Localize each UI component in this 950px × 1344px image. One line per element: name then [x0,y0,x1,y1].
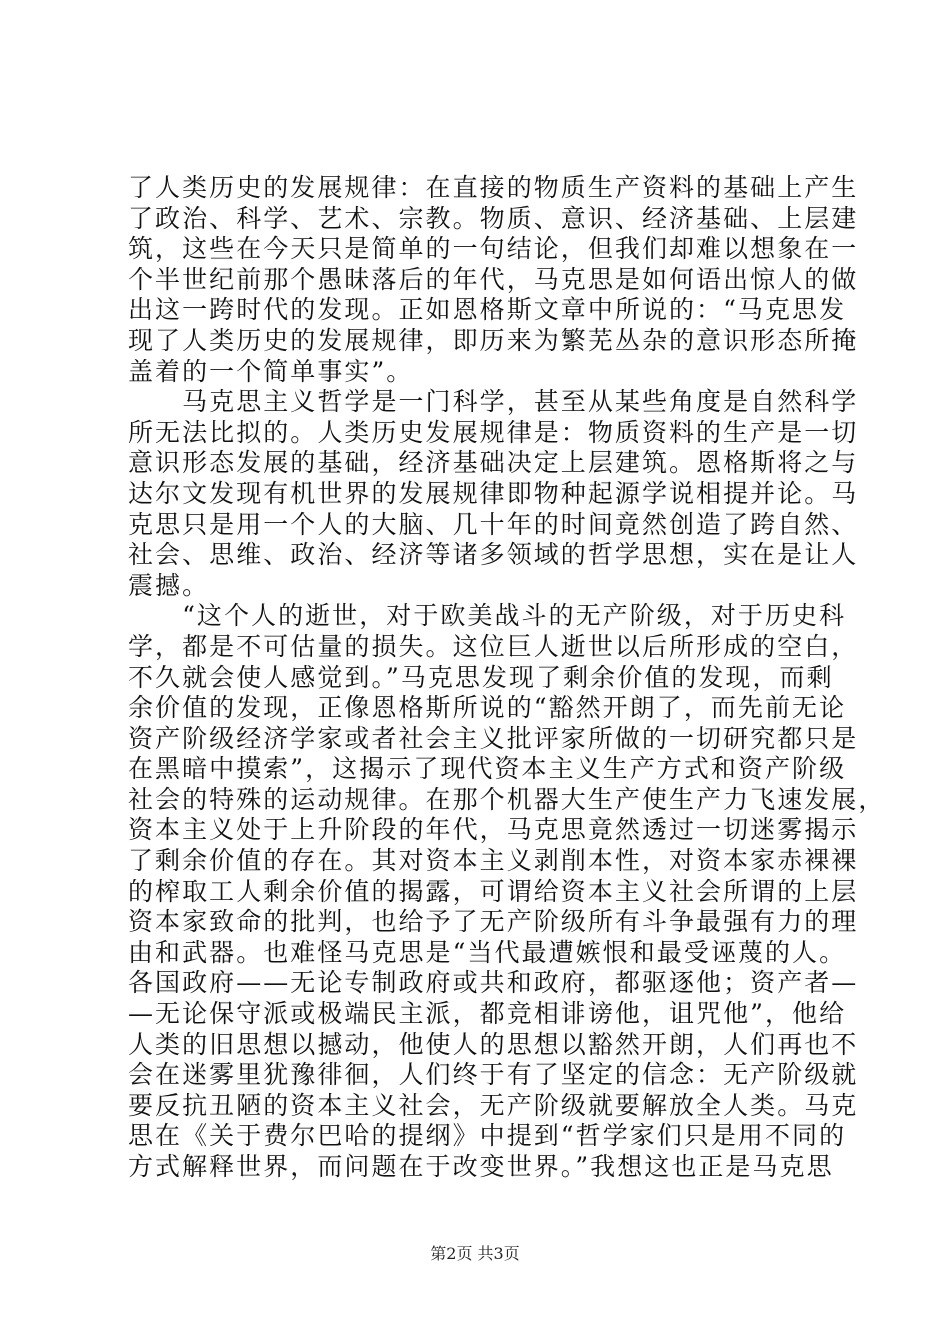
text-line: 会在迷雾里犹豫徘徊，人们终于有了坚定的信念：无产阶级就 [128,1060,859,1090]
text-line: 个半世纪前那个愚昧落后的年代，马克思是如何语出惊人的做 [128,264,859,294]
text-line: 余价值的发现，正像恩格斯所说的“豁然开朗了，而先前无论 [128,693,847,723]
body-text [128,173,886,1183]
text-line: “这个人的逝世，对于欧美战斗的无产阶级，对于历史科 [128,601,847,631]
text-line: 资产阶级经济学家或者社会主义批评家所做的一切研究都只是 [128,723,859,753]
text-line: 盖着的一个简单事实”。 [128,356,414,386]
text-line: 由和武器。也难怪马克思是“当代最遭嫉恨和最受诬蔑的人。 [128,937,847,967]
text-line: 各国政府——无论专制政府或共和政府，都驱逐他；资产者— [128,968,859,998]
text-line: 在黑暗中摸索”，这揭示了现代资本主义生产方式和资产阶级 [128,754,847,784]
text-line: 学，都是不可估量的损失。这位巨人逝世以后所形成的空白， [128,631,859,661]
text-line: 的榨取工人剩余价值的揭露，可谓给资本主义社会所谓的上层 [128,876,859,906]
text-line: 社会的特殊的运动规律。在那个机器大生产使生产力飞速发展， [128,784,886,814]
text-line: 方式解释世界，而问题在于改变世界。”我想这也正是马克思 [128,1152,834,1181]
page-number-footer: 第2页 共3页 [430,1244,520,1263]
text-line: 社会、思维、政治、经济等诸多领域的哲学思想，实在是让人 [128,540,859,570]
text-line: 意识形态发展的基础，经济基础决定上层建筑。恩格斯将之与 [128,448,859,478]
text-line: 出这一跨时代的发现。正如恩格斯文章中所说的：“马克思发 [128,295,847,325]
text-line: 震撼。 [128,570,210,600]
text-line: 了剩余价值的存在。其对资本主义剥削本性，对资本家赤裸裸 [128,846,859,876]
text-line: 筑，这些在今天只是简单的一句结论，但我们却难以想象在一 [128,234,859,264]
text-line: 资本家致命的批判，也给予了无产阶级所有斗争最强有力的理 [128,907,859,937]
text-line: 了人类历史的发展规律：在直接的物质生产资料的基础上产生 [128,173,859,202]
text-line: 不久就会使人感觉到。”马克思发现了剩余价值的发现，而剩 [128,662,834,692]
text-line: 要反抗丑陋的资本主义社会，无产阶级就要解放全人类。马克 [128,1090,859,1120]
text-line: 资本主义处于上升阶段的年代，马克思竟然透过一切迷雾揭示 [128,815,859,845]
text-line: 达尔文发现有机世界的发展规律即物种起源学说相提并论。马 [128,478,859,508]
text-line: 人类的旧思想以撼动，他使人的思想以豁然开朗，人们再也不 [128,1029,859,1059]
text-line: 马克思主义哲学是一门科学，甚至从某些角度是自然科学 [128,387,859,417]
text-line: 了政治、科学、艺术、宗教。物质、意识、经济基础、上层建 [128,203,859,233]
text-line: 所无法比拟的。人类历史发展规律是：物质资料的生产是一切 [128,417,859,447]
text-line: 思在《关于费尔巴哈的提纲》中提到“哲学家们只是用不同的 [128,1121,847,1151]
text-line: 现了人类历史的发展规律，即历来为繁芜丛杂的意识形态所掩 [128,325,859,355]
text-line: 克思只是用一个人的大脑、几十年的时间竟然创造了跨自然、 [128,509,859,539]
text-line: —无论保守派或极端民主派，都竞相诽谤他，诅咒他”，他给 [128,999,847,1029]
